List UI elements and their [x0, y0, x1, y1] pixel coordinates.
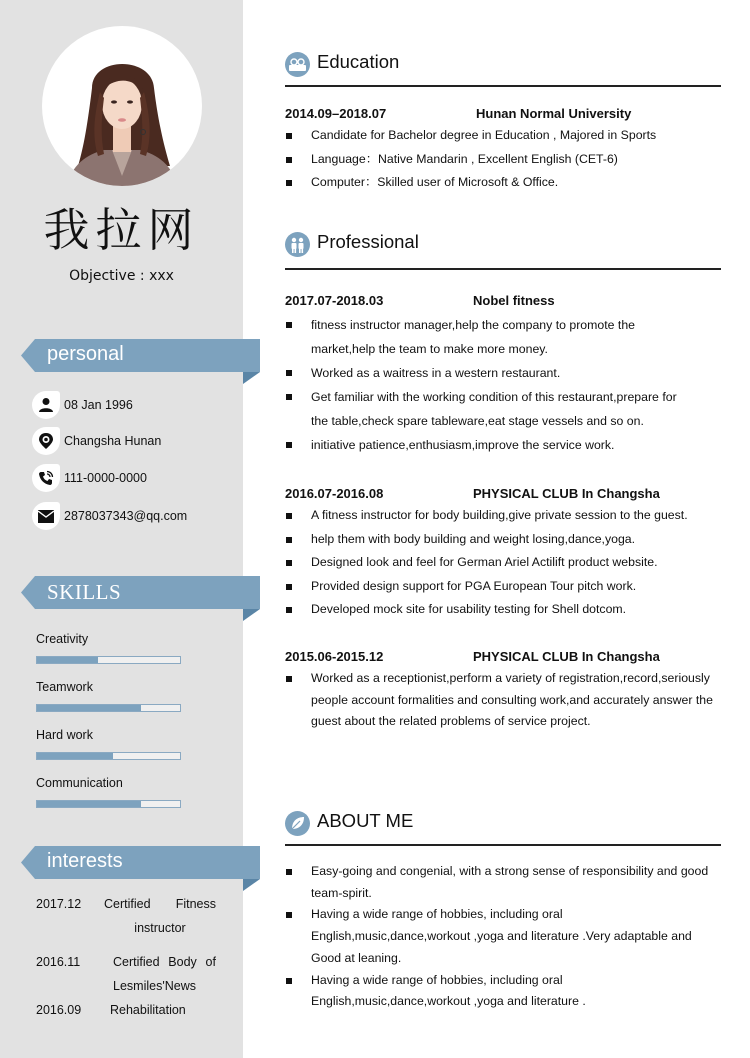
job-bullets: [285, 668, 721, 733]
bullet-item: Get familiar with the working condition of this restaurant,prepare for the table,check spare tableware,eat stage vessels and so on.: [285, 385, 685, 433]
email-text[interactable]: 2878037343@qq.com: [64, 509, 188, 523]
job-entry-header: [285, 293, 555, 308]
interest-item: [36, 892, 216, 940]
skill-bar-fill: [37, 801, 141, 807]
interest-item: [36, 950, 216, 998]
bullet-item: Provided design support for PGA European Tour pitch work.: [285, 575, 725, 599]
phone-text[interactable]: 111-0000-0000: [64, 471, 147, 485]
interest-line: Lesmiles'News: [113, 979, 196, 993]
skill-communication: [36, 776, 181, 808]
bullet-item: Computer：Skilled user of Microsoft & Office.: [285, 171, 721, 195]
interest-word: Body: [168, 955, 197, 969]
birthdate-text: 08 Jan 1996: [64, 398, 133, 412]
skills-ribbon: [21, 576, 260, 622]
interest-item: [36, 998, 216, 1022]
entry-period: 2016.07-2016.08: [285, 486, 384, 501]
bullet-item: Candidate for Bachelor degree in Education , Majored in Sports: [285, 124, 721, 148]
skill-hard-work: [36, 728, 181, 760]
skill-label: Hard work: [36, 728, 93, 742]
about-bullets: [285, 861, 721, 1013]
entry-period: 2015.06-2015.12: [285, 649, 384, 664]
interest-date: 2017.12: [36, 897, 82, 911]
people-icon: [285, 232, 310, 257]
bullet-item: Developed mock site for usability testing for Shell dotcom.: [285, 598, 725, 622]
skill-bar-fill: [37, 705, 141, 711]
contact-birthdate: [32, 391, 133, 419]
skill-label: Communication: [36, 776, 123, 790]
mail-icon: [32, 502, 60, 530]
bullet-item: Easy-going and congenial, with a strong sense of responsibility and good team-spirit.: [285, 861, 721, 904]
skill-creativity: [36, 632, 181, 664]
education-entry-header: [285, 106, 632, 121]
job-entry-header: [285, 649, 660, 664]
job-bullets: [285, 504, 725, 622]
section-divider: [285, 844, 721, 846]
interest-line: instructor: [134, 921, 186, 935]
interest-word: of: [205, 955, 216, 969]
bullet-item: A fitness instructor for body building,give private session to the guest.: [285, 504, 725, 528]
bullet-item: Having a wide range of hobbies, including oral English,music,dance,workout ,yoga and literature .: [285, 970, 705, 1013]
graduates-icon: [285, 52, 310, 77]
sidebar: [0, 0, 243, 1058]
personal-title: personal: [47, 343, 124, 365]
leaf-icon: [285, 811, 310, 836]
section-divider: [285, 85, 721, 87]
entry-org: Nobel fitness: [473, 293, 555, 308]
interest-desc: [113, 950, 216, 998]
interests-title: interests: [47, 850, 123, 872]
skill-bar-fill: [37, 657, 98, 663]
contact-location: [32, 427, 161, 455]
contact-phone: [32, 464, 147, 492]
candidate-name: 我拉网: [43, 203, 200, 257]
job-entry-header: [285, 486, 660, 501]
section-title: Education: [317, 51, 400, 72]
phone-icon: [32, 464, 60, 492]
entry-period: 2017.07-2018.03: [285, 293, 384, 308]
section-divider: [285, 268, 721, 270]
bullet-item: Language：Native Mandarin , Excellent English (CET-6): [285, 148, 721, 172]
education-bullets: [285, 124, 721, 195]
interest-word: Certified: [104, 897, 151, 911]
personal-ribbon: [21, 339, 260, 385]
entry-org: PHYSICAL CLUB In Changsha: [473, 486, 660, 501]
interests-ribbon: [21, 846, 260, 892]
skill-bar: [36, 656, 181, 664]
interest-word: Certified: [113, 955, 160, 969]
interest-date: 2016.09: [36, 1003, 82, 1017]
bullet-item: help them with body building and weight losing,dance,yoga.: [285, 528, 725, 552]
objective: Objective : xxx: [69, 268, 174, 284]
section-title: ABOUT ME: [317, 810, 414, 831]
skill-teamwork: [36, 680, 181, 712]
job-bullets: [285, 313, 685, 457]
contact-email: [32, 502, 187, 530]
entry-org: PHYSICAL CLUB In Changsha: [473, 649, 660, 664]
bullet-item: Having a wide range of hobbies, including oral English,music,dance,workout ,yoga and literature .Very adaptable and Good at leaning.: [285, 904, 705, 969]
bullet-item: fitness instructor manager,help the company to promote the market,help the team to make more money.: [285, 313, 680, 361]
section-title: Professional: [317, 231, 419, 252]
interest-word: Rehabilitation: [110, 1003, 186, 1017]
entry-period: 2014.09–2018.07: [285, 106, 387, 121]
interest-desc: [104, 892, 216, 940]
skills-title: SKILLS: [47, 580, 122, 604]
skill-bar-fill: [37, 753, 113, 759]
skill-bar: [36, 800, 181, 808]
location-text: Changsha Hunan: [64, 434, 162, 448]
bullet-item: Worked as a receptionist,perform a variety of registration,record,seriously people account formalities and consulting work,and accurately answer the guest about the related problems of service project.: [285, 668, 721, 733]
skill-label: Teamwork: [36, 680, 93, 694]
profile-photo: [42, 26, 202, 186]
bullet-item: Worked as a waitress in a western restaurant.: [285, 361, 685, 385]
skill-bar: [36, 704, 181, 712]
location-pin-icon: [32, 427, 60, 455]
person-icon: [32, 391, 60, 419]
bullet-item: initiative patience,enthusiasm,improve the service work.: [285, 433, 685, 457]
interest-desc: [110, 998, 222, 1022]
bullet-item: Designed look and feel for German Ariel Actilift product website.: [285, 551, 725, 575]
skill-label: Creativity: [36, 632, 89, 646]
entry-org: Hunan Normal University: [476, 106, 632, 121]
skill-bar: [36, 752, 181, 760]
interest-date: 2016.11: [36, 955, 81, 969]
interest-word: Fitness: [175, 897, 216, 911]
